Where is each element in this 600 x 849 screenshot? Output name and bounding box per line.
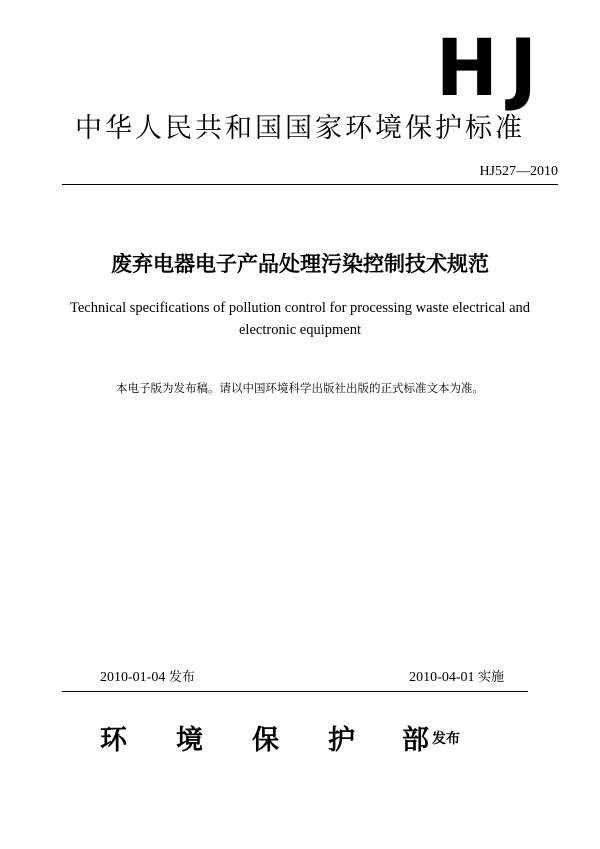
standard-logo: HJ [435,24,548,114]
issuer-char-4: 护 [328,725,355,756]
bottom-divider [62,691,528,692]
issue-date [100,666,195,686]
top-divider [62,184,558,185]
standard-category: 中华人民共和国国家环境保护标准 [75,113,525,144]
issuer-char-1: 环 [100,725,127,756]
english-title-line-1: Technical specifications of pollution control for processing waste electrical and [70,300,530,316]
edition-notice: 本电子版为发布稿。请以中国环境科学出版社出版的正式标准文本为准。 [116,381,484,395]
english-title-line-2: electronic equipment [239,322,361,338]
implement-date-label: 实施 [477,670,504,685]
implement-date-value: 2010-04-01 [409,670,475,685]
standard-number: HJ527—2010 [479,164,558,179]
document-title-english [60,297,540,341]
issuer-char-5: 部 [402,725,429,756]
issue-date-value: 2010-01-04 [100,670,166,685]
document-title-chinese: 废弃电器电子产品处理污染控制技术规范 [111,252,489,276]
issuer-char-3: 保 [252,725,279,756]
implement-date [409,666,504,686]
issuing-authority [100,718,480,754]
issuer-char-2: 境 [176,725,203,756]
issuer-publish-label: 发布 [432,731,460,747]
issue-date-label: 发布 [168,670,195,685]
